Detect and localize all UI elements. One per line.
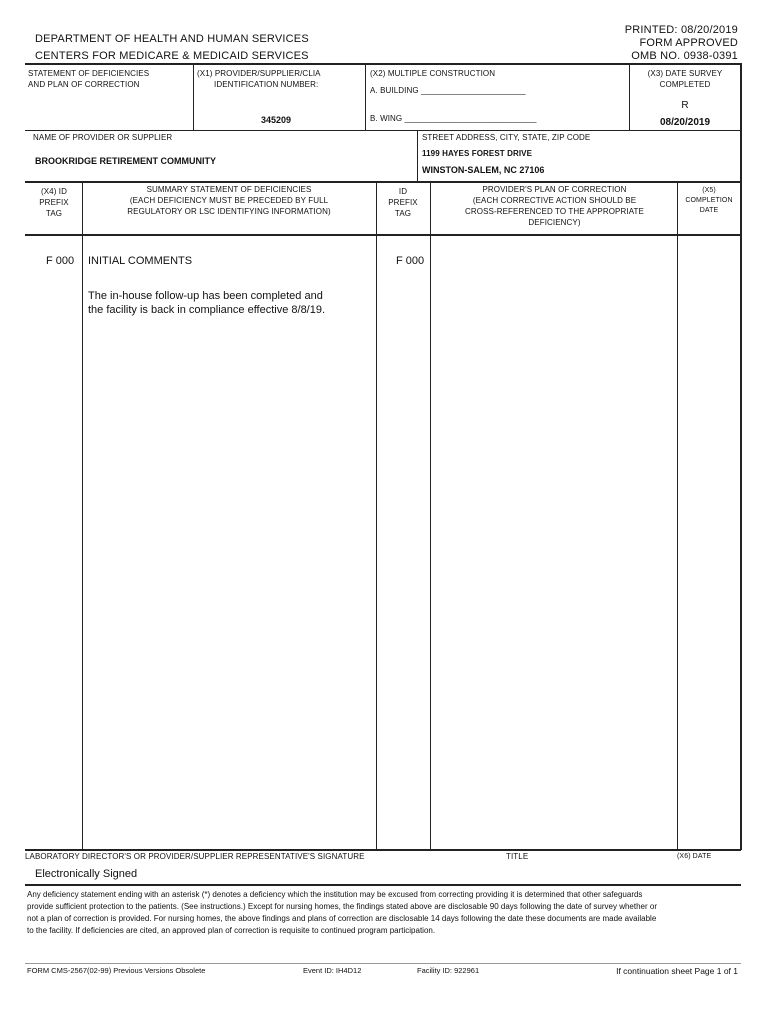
- right-border: [740, 63, 742, 850]
- agency-line-2: CENTERS FOR MEDICARE & MEDICAID SERVICES: [35, 50, 309, 62]
- continuation-page: If continuation sheet Page 1 of 1: [616, 966, 738, 976]
- event-id: Event ID: IH4D12: [303, 966, 362, 975]
- provider-label: NAME OF PROVIDER OR SUPPLIER: [33, 133, 173, 142]
- tag-left: F 000: [46, 255, 75, 267]
- id-header-1: ID: [398, 187, 408, 196]
- statement-label-1: STATEMENT OF DEFICIENCIES: [28, 69, 150, 78]
- x5-header-1: (X5): [702, 187, 716, 194]
- plan-header-1: PROVIDER'S PLAN OF CORRECTION: [482, 185, 627, 194]
- x3-label-1: (X3) DATE SURVEY: [647, 69, 723, 78]
- x3-value: 08/20/2019: [659, 117, 711, 128]
- title-label: TITLE: [506, 852, 529, 861]
- column-divider: [82, 182, 83, 850]
- facility-id: Facility ID: 922961: [417, 966, 480, 975]
- plan-header-2: (EACH CORRECTIVE ACTION SHOULD BE: [472, 196, 637, 205]
- footer-rule: [25, 963, 741, 964]
- rule-column-headers: [25, 234, 741, 236]
- signature-label: LABORATORY DIRECTOR'S OR PROVIDER/SUPPLIER REPRESENTATIVE'S SIGNATURE: [25, 852, 365, 861]
- x3-r: R: [681, 100, 689, 111]
- printed-date: PRINTED: 08/20/2019: [624, 24, 738, 36]
- x4-header-1: (X4) ID: [40, 187, 68, 196]
- plan-header-4: DEFICIENCY): [528, 218, 581, 227]
- address-label: STREET ADDRESS, CITY, STATE, ZIP CODE: [422, 133, 591, 142]
- tag-right: F 000: [396, 255, 425, 267]
- form-approved: FORM APPROVED: [639, 37, 738, 49]
- column-divider: [430, 182, 431, 850]
- form-number: FORM CMS-2567(02-99) Previous Versions Obsolete: [27, 966, 206, 975]
- deficiency-notice: Any deficiency statement ending with an asterisk (*) denotes a deficiency which the institution may be excused from correcting providing it is determined that other safeguards provide sufficient protection to the patients. (See instructions.) Except for nursing homes, the findings stated above are disclosable 90 days following the date of survey whether or not a plan of correction is provided. For nursing homes, the above findings and plans of correction are disclosable 14 days following the date these documents are made available to the facility. If deficiencies are cited, an approved plan of correction is requisite to continued program participation.: [27, 890, 657, 935]
- entry-text-2: the facility is back in compliance effective 8/8/19.: [88, 304, 326, 316]
- x1-label-2: IDENTIFICATION NUMBER:: [214, 80, 319, 89]
- date-label: (X6) DATE: [677, 853, 712, 860]
- divider: [193, 64, 194, 130]
- signature-value: Electronically Signed: [35, 868, 138, 880]
- statement-label-2: AND PLAN OF CORRECTION: [28, 80, 140, 89]
- x4-header-3: TAG: [45, 209, 63, 218]
- address-line-1: 1199 HAYES FOREST DRIVE: [422, 149, 533, 158]
- x1-value: 345209: [261, 115, 292, 125]
- x2-label: (X2) MULTIPLE CONSTRUCTION: [370, 69, 496, 78]
- summary-header-3: REGULATORY OR LSC IDENTIFYING INFORMATION): [127, 207, 331, 216]
- summary-header-1: SUMMARY STATEMENT OF DEFICIENCIES: [146, 185, 312, 194]
- provider-name: BROOKRIDGE RETIREMENT COMMUNITY: [35, 156, 216, 166]
- building-label: A. BUILDING _______________________: [370, 86, 526, 95]
- x1-label-1: (X1) PROVIDER/SUPPLIER/CLIA: [197, 69, 321, 78]
- column-divider: [677, 182, 678, 850]
- plan-header-3: CROSS-REFERENCED TO THE APPROPRIATE: [465, 207, 644, 216]
- divider: [365, 64, 366, 130]
- divider: [417, 131, 418, 182]
- x4-header-2: PREFIX: [39, 198, 69, 207]
- wing-label: B. WING _____________________________: [370, 114, 537, 123]
- summary-header-2: (EACH DEFICIENCY MUST BE PRECEDED BY FULL: [129, 196, 329, 205]
- rule-signature-bottom: [25, 884, 741, 886]
- x5-header-2: COMPLETION: [685, 197, 733, 204]
- top-rule: [25, 63, 741, 65]
- id-header-2: PREFIX: [388, 198, 418, 207]
- x3-label-2: COMPLETED: [659, 80, 711, 89]
- rule-row2: [25, 181, 741, 183]
- x5-header-3: DATE: [699, 207, 719, 214]
- entry-title: INITIAL COMMENTS: [88, 255, 193, 267]
- rule-signature: [25, 849, 741, 851]
- id-header-3: TAG: [394, 209, 412, 218]
- address-line-2: WINSTON-SALEM, NC 27106: [422, 165, 545, 175]
- omb-number: OMB NO. 0938-0391: [631, 50, 738, 62]
- column-divider: [376, 182, 377, 850]
- rule-row1: [25, 130, 741, 131]
- agency-line-1: DEPARTMENT OF HEALTH AND HUMAN SERVICES: [35, 33, 309, 45]
- entry-text-1: The in-house follow-up has been completed and: [88, 290, 323, 302]
